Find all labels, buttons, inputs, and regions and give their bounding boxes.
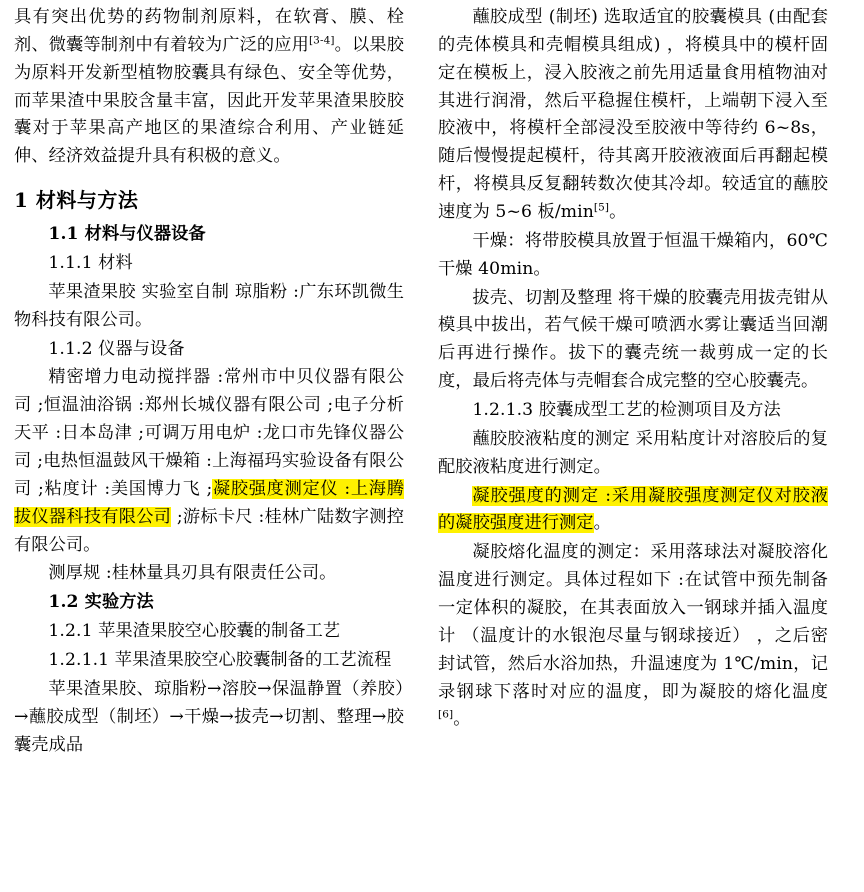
paragraph-continuation-text: 具有突出优势的药物制剂原料，在软膏、膜、栓剂、微囊等制剂中有着较为广泛的应用 bbox=[14, 7, 404, 55]
subsection-heading-1-2-1-1: 1.2.1.1 苹果渣果胶空心胶囊制备的工艺流程 bbox=[48, 650, 392, 671]
drying-paragraph: 干燥：将带胶模具放置于恒温干燥箱内，60℃干燥 40min。 bbox=[438, 230, 828, 279]
subsection-heading-1-1: 1.1 材料与仪器设备 bbox=[48, 224, 206, 245]
highlight-gel-strength-method: 凝胶强度的测定 :采用凝胶强度测定仪对胶液的凝胶强度进行测定 bbox=[438, 485, 828, 534]
stripping-paragraph: 拔壳、切割及整理 将干燥的胶囊壳用拔壳钳从模具中拔出，若气候干燥可喷洒水雾让囊适当回潮后再进行操作。拔下的囊壳统一裁剪成一定的长度，最后将壳体与壳帽套合成完整的空心胶囊壳。 bbox=[438, 287, 828, 392]
equipment-text-post: ;游标卡尺 :桂林广陆数字测控有限公司。 bbox=[14, 506, 404, 555]
materials-paragraph: 苹果渣果胶 实验室自制 琼脂粉 :广东环凯微生物科技有限公司。 bbox=[14, 281, 404, 330]
citation-ref-6: [6] bbox=[438, 708, 454, 721]
paragraph-continuation bbox=[14, 4, 404, 171]
equipment-text-pre: 精密增力电动搅拌器 :常州市中贝仪器有限公司 ;恒温油浴锅 :郑州长城仪器有限公司 ;电子分析天平 :日本岛津 ;可调万用电炉 :龙口市先锋仪器公司 ;电热恒温鼓风干燥箱 :上海福玛实验设备有限公司 ;粘度计 :美国博力飞 ; bbox=[14, 367, 404, 499]
melting-text-tail: 。 bbox=[453, 709, 471, 730]
viscosity-paragraph: 蘸胶胶液粘度的测定 采用粘度计对溶胶后的复配胶液粘度进行测定。 bbox=[438, 428, 828, 477]
forming-text-tail: 。 bbox=[609, 202, 627, 223]
subsection-heading-1-1-1: 1.1.1 材料 bbox=[48, 253, 133, 274]
section-heading-1: 1 材料与方法 bbox=[14, 188, 139, 213]
subsection-heading-1-2: 1.2 实验方法 bbox=[48, 592, 154, 613]
gel-strength-paragraph bbox=[438, 483, 828, 539]
subsection-heading-1-2-1-3: 1.2.1.3 胶囊成型工艺的检测项目及方法 bbox=[472, 400, 781, 421]
citation-ref-5: [5] bbox=[593, 201, 610, 214]
subsection-heading-1-1-2: 1.1.2 仪器与设备 bbox=[48, 338, 185, 359]
paragraph-continuation-tail: 。以果胶为原料开发新型植物胶囊具有绿色、安全等优势，而苹果渣中果胶含量丰富，因此开发苹果渣果胶胶囊对于苹果高产地区的果渣综合利用、产业链延伸、经济效益提升具有积极的意义。 bbox=[14, 34, 405, 167]
equipment-paragraph bbox=[14, 364, 404, 559]
left-column bbox=[14, 4, 404, 892]
forming-text: 蘸胶成型 (制坯) 选取适宜的胶囊模具 (由配套的壳体模具和壳帽模具组成) ，将模具中的模杆固定在模板上，浸入胶液之前先用适量食用植物油对其进行润滑，然后平稳握住模杆，上端朝下浸入至胶液中，将模杆全部浸没至胶液中等待约 6~8s，随后慢慢提起模杆，待其离开胶液液面后再翻起模杆，将模具反复翻转数次使其冷却。较适宜的蘸胶速度为 5~6 板/min bbox=[438, 7, 828, 223]
forming-paragraph bbox=[438, 4, 828, 227]
subsection-heading-1-2-1: 1.2.1 苹果渣果胶空心胶囊的制备工艺 bbox=[48, 621, 341, 642]
highlight-gel-strength-instrument: 凝胶强度测定仪 :上海腾拔仪器科技有限公司 bbox=[14, 478, 404, 527]
melting-temperature-paragraph bbox=[438, 539, 828, 734]
right-column bbox=[438, 4, 828, 892]
thickness-gauge-paragraph: 测厚规 :桂林量具刃具有限责任公司。 bbox=[48, 563, 337, 584]
process-flow-paragraph: 苹果渣果胶、琼脂粉→溶胶→保温静置（养胶）→蘸胶成型（制坯）→干燥→拔壳→切割、整理→胶囊壳成品 bbox=[14, 678, 404, 755]
melting-text: 凝胶熔化温度的测定：采用落球法对凝胶溶化温度进行测定。具体过程如下 :在试管中预先制备一定体积的凝胶，在其表面放入一钢球并插入温度计 （温度计的水银泡尽量与钢球接近） ，之后密封试管，然后水浴加热，升温速度为 1℃/min，记录钢球下落时对应的温度，即为凝胶的熔化温度 bbox=[438, 542, 828, 702]
gel-strength-tail: 。 bbox=[593, 513, 611, 534]
citation-ref-3-4: [3-4] bbox=[308, 34, 335, 47]
